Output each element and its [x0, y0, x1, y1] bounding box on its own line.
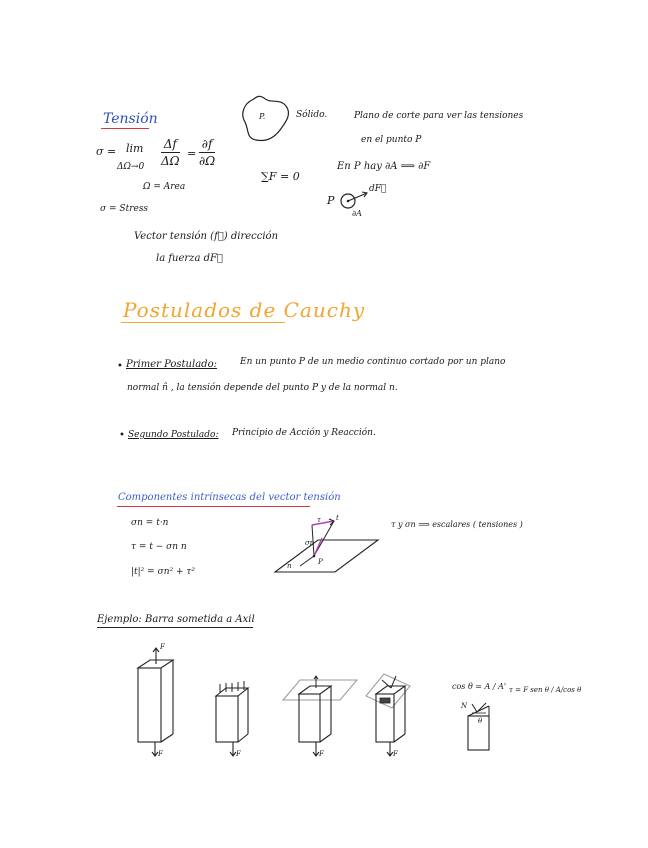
cauchy-title: Postulados de Cauchy: [123, 298, 366, 322]
components-title: Componentes intrínsecas del vector tensión: [118, 492, 341, 503]
fraction-partial-den: ∂Ω: [199, 154, 216, 168]
fig-n-label: n: [287, 562, 292, 570]
fraction-delta-den: ΔΩ: [161, 154, 180, 168]
first-postulate-text-1: En un punto P de un medio continuo cortado por un plano: [240, 357, 506, 367]
bar4-force-bottom: F: [393, 750, 398, 758]
da-label: ∂A: [352, 209, 362, 218]
bullet-second: •: [119, 430, 125, 441]
second-postulate-text: Principio de Acción y Reacción.: [232, 428, 376, 438]
tau-example-eq: τ = F sen θ / A/cos θ: [509, 686, 582, 694]
tension-title: Tensión: [103, 111, 158, 127]
sum-forces: ∑F = 0: [261, 170, 300, 183]
plane-line-2: en el punto P: [361, 135, 422, 145]
solid-blob-label: P.: [259, 112, 266, 121]
bar2-force-bottom: F: [236, 750, 241, 758]
second-postulate-label: Segundo Postulado:: [128, 430, 219, 440]
cos-theta-eq: cos θ = A / A': [452, 682, 507, 691]
scalar-note: τ y σn ⟹ escalares ( tensiones ): [391, 520, 523, 529]
vector-line-2: la fuerza dF⃗: [156, 253, 223, 264]
norm-eq: |t|² = σn² + τ²: [131, 567, 195, 577]
fraction-delta-num: Δf: [163, 137, 177, 151]
n-label: N: [461, 702, 468, 710]
plane-line-1: Plano de corte para ver las tensiones: [354, 111, 524, 121]
example-title: Ejemplo: Barra sometida a Axil: [97, 614, 255, 625]
en-p-hay: En P hay ∂A ⟹ ∂F: [337, 161, 431, 172]
equals-sign: =: [187, 147, 197, 160]
df-label: dF⃗: [369, 184, 387, 194]
fig-tau-label: τ: [317, 516, 321, 524]
sigma-n-eq: σn = t·n: [131, 518, 169, 528]
bar1-force-top: F: [160, 643, 165, 651]
tau-eq: τ = t − σn n: [131, 542, 187, 552]
omega-area: Ω = Area: [143, 182, 186, 192]
bullet-first: •: [117, 361, 123, 372]
first-postulate-text-2: normal n̂ , la tensión depende del punto P y de la normal n.: [127, 383, 398, 393]
solid-label: Sólido.: [296, 110, 328, 120]
fig-p-label: P: [318, 558, 323, 566]
first-postulate-label: Primer Postulado:: [126, 359, 217, 370]
lim-text: lim: [126, 142, 144, 155]
sigma-prefix: σ =: [96, 145, 117, 158]
bar1-force-bottom: F: [158, 750, 163, 758]
bar3-force-bottom: F: [319, 750, 324, 758]
point-p-label: P: [327, 194, 335, 207]
fig-sigma-label: σn: [305, 539, 315, 547]
fig-t-label: t: [336, 514, 339, 522]
sigma-stress: σ = Stress: [100, 204, 149, 214]
vector-line-1: Vector tensión (f⃗) dirección: [134, 231, 279, 242]
fraction-partial-num: ∂f: [201, 137, 213, 151]
theta-label: θ: [478, 717, 483, 725]
lim-subscript: ΔΩ→0: [117, 162, 145, 172]
